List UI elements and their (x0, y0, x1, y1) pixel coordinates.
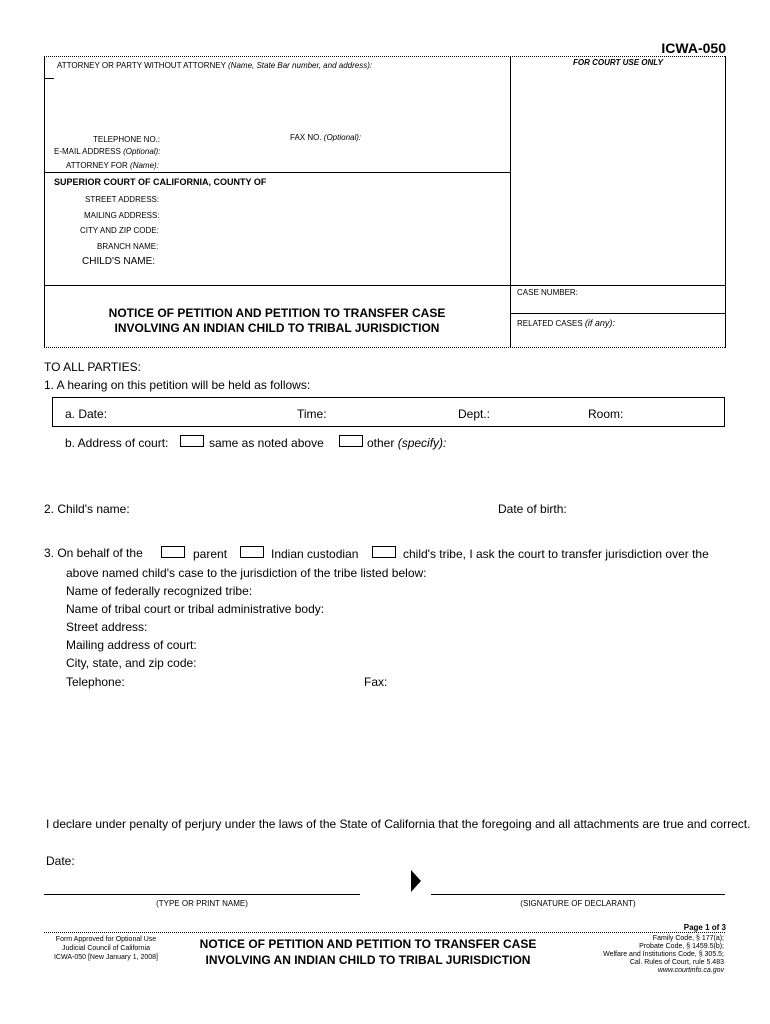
form-title-line1: NOTICE OF PETITION AND PETITION TO TRANSFER CASE (108, 306, 446, 320)
print-name-line (44, 894, 360, 895)
tribal-telephone-label: Telephone: (66, 675, 125, 689)
citation-family-code: Family Code, § 177(a); (652, 935, 724, 942)
parent-checkbox[interactable] (161, 546, 185, 558)
attorney-label: ATTORNEY OR PARTY WITHOUT ATTORNEY (Name, State Bar number, and address): (57, 61, 373, 70)
address-of-court-label: b. Address of court: (65, 436, 169, 450)
indian-custodian-label: Indian custodian (271, 547, 359, 561)
header-divider (510, 56, 511, 348)
hearing-box (52, 397, 725, 427)
page-number: Page 1 of 3 (683, 923, 726, 932)
tribal-city-label: City, state, and zip code: (66, 656, 197, 670)
fax-label: FAX NO. (Optional): (290, 133, 362, 142)
tribal-mailing-label: Mailing address of court: (66, 638, 197, 652)
court-website: www.courtinfo.ca.gov (657, 967, 724, 974)
footer-title-line2: INVOLVING AN INDIAN CHILD TO TRIBAL JURISDICTION (205, 953, 531, 967)
item3-prefix: 3. On behalf of the (44, 546, 143, 560)
email-label: E-MAIL ADDRESS (Optional): (54, 147, 161, 156)
related-cases-label: RELATED CASES (if any): (517, 318, 615, 328)
same-as-label: same as noted above (209, 436, 324, 450)
childs-tribe-label: child's tribe, I ask the court to transfer jurisdiction over the (403, 547, 709, 561)
telephone-label: TELEPHONE NO.: (93, 135, 161, 144)
item3-line2: above named child's case to the jurisdiction of the tribe listed below: (66, 566, 427, 580)
tribal-court-label: Name of tribal court or tribal administrative body: (66, 602, 325, 616)
court-section-divider (44, 172, 510, 173)
branch-label: BRANCH NAME: (97, 242, 159, 251)
date-of-birth-label: Date of birth: (498, 502, 567, 516)
case-number-divider (510, 313, 725, 314)
attorney-tick (44, 78, 54, 79)
hearing-dept-label: Dept.: (458, 407, 491, 421)
signature-caption: (SIGNATURE OF DECLARANT) (520, 899, 636, 908)
street-label: STREET ADDRESS: (85, 195, 160, 204)
header-bottom-border (44, 347, 725, 348)
form-id: ICWA-050 (661, 40, 726, 56)
other-checkbox[interactable] (339, 435, 363, 447)
approved-line1: Form Approved for Optional Use (55, 936, 157, 943)
footer-title-line1: NOTICE OF PETITION AND PETITION TO TRANSFER CASE (199, 937, 537, 951)
childs-tribe-checkbox[interactable] (372, 546, 396, 558)
federal-tribe-label: Name of federally recognized tribe: (66, 584, 253, 598)
to-all-parties: TO ALL PARTIES: (44, 360, 141, 374)
title-section-divider (44, 285, 725, 286)
approved-line2: Judicial Council of California (62, 945, 150, 952)
item1-text: 1. A hearing on this petition will be held as follows: (44, 378, 311, 392)
signature-arrow-icon (410, 869, 422, 893)
hearing-time-label: Time: (297, 407, 327, 421)
court-title: SUPERIOR COURT OF CALIFORNIA, COUNTY OF (54, 177, 267, 187)
childs-name-label: CHILD'S NAME: (82, 256, 156, 267)
tribal-street-label: Street address: (66, 620, 148, 634)
header-right-border (725, 56, 726, 348)
citation-welfare-code: Welfare and Institutions Code, § 305.5; (603, 951, 724, 958)
parent-label: parent (193, 547, 228, 561)
citation-probate-code: Probate Code, § 1459.5(b); (639, 943, 724, 950)
mailing-label: MAILING ADDRESS: (84, 211, 160, 220)
court-use-label: FOR COURT USE ONLY (573, 58, 663, 67)
declaration-text: I declare under penalty of perjury under the laws of the State of California that the foregoing and all attachments are true and correct. (46, 817, 751, 831)
case-number-label: CASE NUMBER: (517, 288, 578, 297)
declaration-date-label: Date: (46, 854, 75, 868)
item2-childs-name: 2. Child's name: (44, 502, 130, 516)
citation-rules-of-court: Cal. Rules of Court, rule 5.483 (629, 959, 724, 966)
other-label: other (specify): (367, 436, 447, 450)
footer-rule (44, 932, 725, 933)
tribal-fax-label: Fax: (364, 675, 388, 689)
form-title-line2: INVOLVING AN INDIAN CHILD TO TRIBAL JURISDICTION (114, 321, 440, 335)
city-zip-label: CITY AND ZIP CODE: (80, 226, 159, 235)
hearing-room-label: Room: (588, 407, 624, 421)
attorney-for-label: ATTORNEY FOR (Name): (66, 161, 159, 170)
hearing-date-label: a. Date: (65, 407, 108, 421)
same-as-checkbox[interactable] (180, 435, 204, 447)
header-left-border (44, 56, 45, 348)
header-top-border (44, 56, 725, 57)
indian-custodian-checkbox[interactable] (240, 546, 264, 558)
signature-line (431, 894, 725, 895)
type-name-caption: (TYPE OR PRINT NAME) (156, 899, 248, 908)
approved-line3: ICWA-050 [New January 1, 2008] (53, 954, 158, 961)
